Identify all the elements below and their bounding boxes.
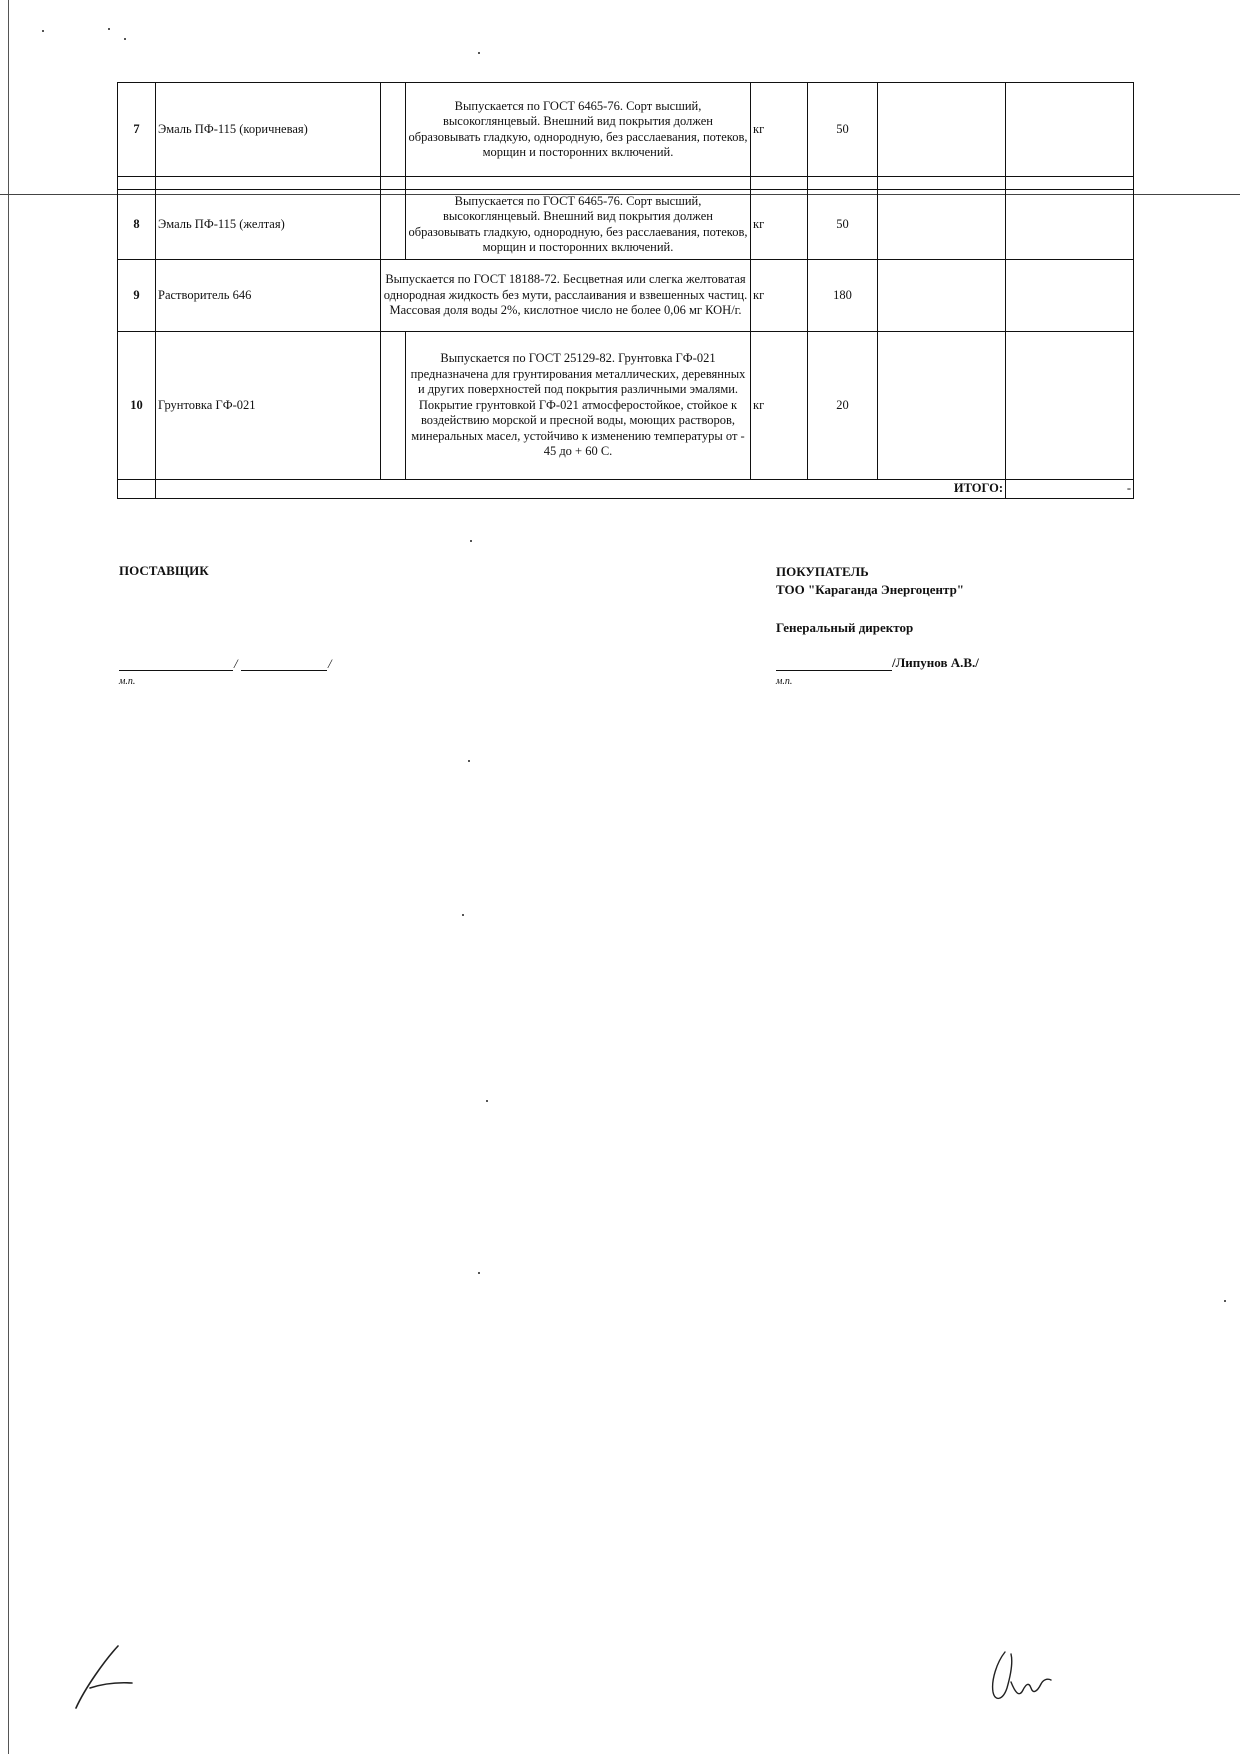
scan-speck (42, 30, 44, 32)
scan-speck (478, 1272, 480, 1274)
item-name: Растворитель 646 (156, 260, 381, 332)
item-quantity: 180 (808, 260, 878, 332)
buyer-director-name: /Липунов А.В./ (892, 655, 979, 670)
signature-left (70, 1640, 150, 1715)
sum-cell (1006, 332, 1134, 480)
scan-speck (462, 914, 464, 916)
item-unit: кг (751, 332, 808, 480)
supplier-label: ПОСТАВЩИК (119, 563, 209, 578)
buyer-signature-line (776, 670, 892, 671)
item-quantity: 50 (808, 83, 878, 177)
price-cell (878, 260, 1006, 332)
sum-cell (1006, 260, 1134, 332)
scan-edge-line (8, 0, 9, 1754)
price-cell (878, 190, 1006, 260)
item-quantity: 50 (808, 190, 878, 260)
table-row (118, 332, 1134, 480)
supplier-stamp-place: м.п. (119, 676, 136, 687)
buyer-company: ТОО "Караганда Энергоцентр" (776, 582, 965, 597)
buyer-stamp-place: м.п. (776, 676, 793, 687)
row-number: 10 (118, 332, 156, 480)
row-number: 9 (118, 260, 156, 332)
scan-speck (124, 38, 126, 40)
table-row (118, 260, 1134, 332)
supplier-slash: / (328, 656, 332, 671)
row-number: 8 (118, 190, 156, 260)
scan-speck (1224, 1300, 1226, 1302)
scan-speck (478, 52, 480, 54)
sum-cell (1006, 190, 1134, 260)
total-row (118, 480, 1134, 499)
supplier-name-line (241, 670, 327, 671)
table-row (118, 83, 1134, 177)
supplier-signature-line (119, 670, 233, 671)
spacer-cell (381, 190, 406, 260)
table-row (118, 190, 1134, 260)
item-unit: кг (751, 190, 808, 260)
scan-speck (468, 760, 470, 762)
spacer-cell (381, 332, 406, 480)
spacer-cell (381, 83, 406, 177)
item-name: Эмаль ПФ-115 (коричневая) (156, 83, 381, 177)
item-unit: кг (751, 83, 808, 177)
item-name: Эмаль ПФ-115 (желтая) (156, 190, 381, 260)
price-cell (878, 83, 1006, 177)
buyer-role: Генеральный директор (776, 620, 914, 635)
buyer-label: ПОКУПАТЕЛЬ (776, 564, 869, 579)
price-cell (878, 332, 1006, 480)
total-value: - (1006, 480, 1134, 499)
sum-cell (1006, 83, 1134, 177)
item-quantity: 20 (808, 332, 878, 480)
scan-speck (470, 540, 472, 542)
item-description: Выпускается по ГОСТ 6465-76. Сорт высший, высокоглянцевый. Внешний вид покрытия должен образовывать гладкую, однородную, без расслаевания, потеков, морщин и посторонних включений. (406, 190, 751, 260)
item-unit: кг (751, 260, 808, 332)
item-description: Выпускается по ГОСТ 18188-72. Бесцветная или слегка желтоватая однородная жидкость без мути, расслаивания и взвешенных частиц. Массовая доля воды 2%, кислотное число не более 0,06 мг КОН/г. (381, 260, 751, 332)
total-label: ИТОГО: (156, 480, 1006, 499)
scan-speck (486, 1100, 488, 1102)
signature-right (983, 1648, 1063, 1710)
buyer-block (776, 563, 964, 599)
item-description: Выпускается по ГОСТ 6465-76. Сорт высший, высокоглянцевый. Внешний вид покрытия должен образовывать гладкую, однородную, без расслаевания, потеков, морщин и посторонних включений. (406, 83, 751, 177)
specification-table (117, 82, 1134, 499)
scan-speck (108, 28, 110, 30)
item-description: Выпускается по ГОСТ 25129-82. Грунтовка ГФ-021 предназначена для грунтирования металлических, деревянных и других поверхностей под покрытия различными эмалями. Покрытие грунтовкой ГФ-021 атмосферостойкое, стойкое к воздействию морской и пресной воды, моющих растворов, минеральных масел, устойчиво к изменению температуры от - 45 до + 60 С. (406, 332, 751, 480)
item-name: Грунтовка ГФ-021 (156, 332, 381, 480)
supplier-slash: / (234, 656, 238, 671)
table-row-separator (118, 177, 1134, 190)
row-number: 7 (118, 83, 156, 177)
